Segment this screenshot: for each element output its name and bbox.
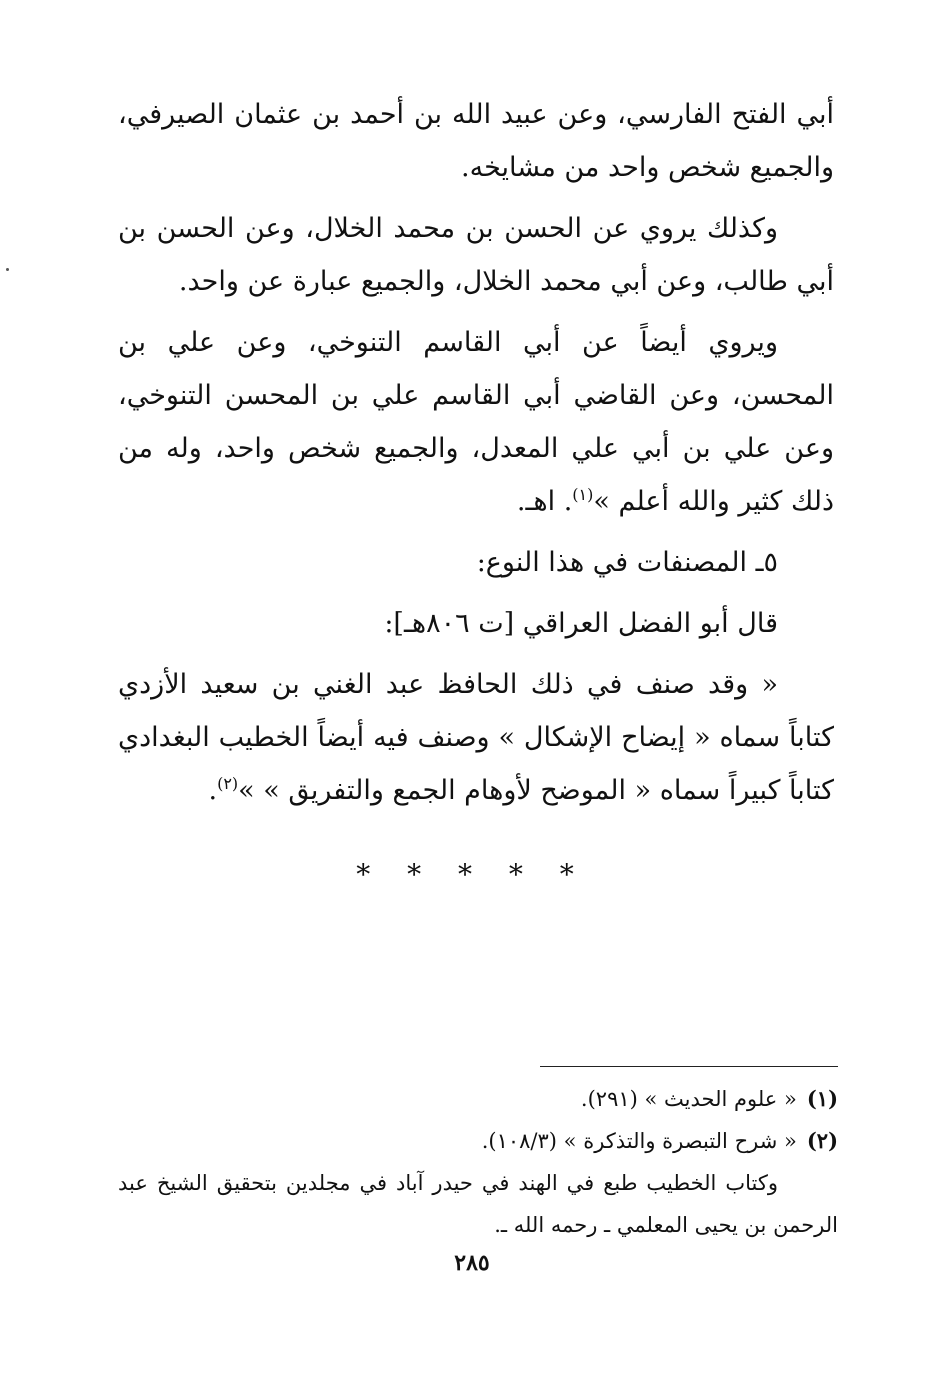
paragraph-1: أبي الفتح الفارسي، وعن عبيد الله بن أحمد بن عثمان الصيرفي، والجميع شخص واحد من مشايخه.: [118, 99, 834, 183]
paragraph-2: وكذلك يروي عن الحسن بن محمد الخلال، وعن الحسن بن أبي طالب، وعن أبي محمد الخلال، والجميع عبارة عن واحد.: [118, 213, 834, 297]
section-separator: * * * * *: [356, 858, 588, 891]
footnote-1-number: (١): [806, 1086, 838, 1111]
page-number: ٢٨٥: [454, 1250, 490, 1276]
footnote-2-text: « شرح التبصرة والتذكرة » (١٠٨/٣).: [481, 1129, 797, 1153]
section-heading: ٥ـ المصنفات في هذا النوع:: [476, 547, 778, 578]
quotation-paragraph: [118, 658, 834, 817]
attribution-line: قال أبو الفضل العراقي [ت ٨٠٦هـ]:: [384, 608, 778, 639]
footnote-rule: [540, 1066, 838, 1067]
paragraph-3-text: ويروي أيضاً عن أبي القاسم التنوخي، وعن علي بن المحسن، وعن القاضي أبي القاسم علي بن المحسن التنوخي، وعن علي بن أبي علي المعدل، والجميع شخص واحد، وله من ذلك كثير والله أعلم »: [118, 327, 834, 517]
footnote-2: [118, 1120, 838, 1162]
footnote-2-continuation: وكتاب الخطيب طبع في الهند في حيدر آباد في مجلدين بتحقيق الشيخ عبد الرحمن بن يحيى المعلمي ـ رحمه الله ـ.: [118, 1171, 838, 1237]
footnote-1-text: « علوم الحديث » (٢٩١).: [580, 1087, 797, 1111]
footnote-1: [118, 1078, 838, 1120]
quotation-text: « وقد صنف في ذلك الحافظ عبد الغني بن سعيد الأزدي كتاباً سماه « إيضاح الإشكال » وصنف فيه أيضاً الخطيب البغدادي كتاباً كبيراً سماه « الموضح لأوهام الجمع والتفريق » »: [118, 669, 834, 806]
scan-speck: [6, 268, 9, 271]
footnote-ref-1: (١): [572, 485, 594, 504]
paragraph-3-end: . اهـ.: [516, 486, 573, 517]
quotation-end: .: [208, 775, 218, 806]
footnote-ref-2: (٢): [217, 774, 239, 793]
main-text-block: [118, 88, 834, 825]
footnotes-block: [118, 1078, 838, 1246]
paragraph-3: [118, 316, 834, 528]
footnote-2-number: (٢): [806, 1128, 838, 1153]
